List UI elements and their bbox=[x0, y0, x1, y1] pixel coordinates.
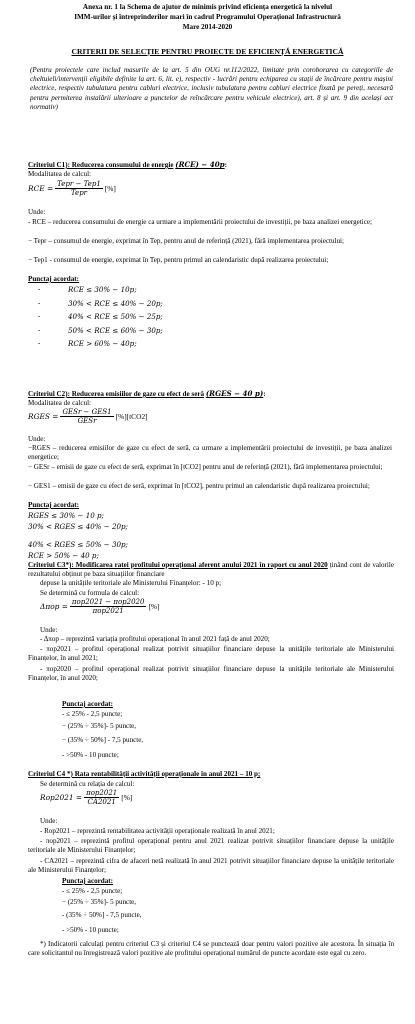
c4-method: Se determină cu relația de calcul: bbox=[40, 780, 135, 788]
score-item: - RCE > 60% − 40p; bbox=[38, 339, 137, 348]
intro-paragraph: (Pentru proiectele care includ masurile de la art. 5 din OUG nr.112/2022, limitate prin coroborarea cu categoriile de cheltuieli/intervenții eligibile definite la art. 6, lit. e), respectiv - lucrări pentru echiparea cu stații de încărcare pentru mașini electrice, respectiv tubulatura pentru cabluri electrice, inclusiv tubulatura pentru cabluri electrice fixată pe pereți, necesară pentru permiterea instalării ulterioare a punctelor de reîncărcare pentru vehicule electrice), art. 8 și art. 9 din același act normativ) bbox=[30, 66, 393, 111]
c2-title: Criteriul C2): Reducerea emisiilor de gaze cu efect de seră (RGES − 40 p): bbox=[28, 389, 266, 398]
c4-score-item: - ≤ 25% - 2,5 puncte; bbox=[62, 887, 123, 895]
c4-score-item: - (35% ÷ 50%] - 7,5 puncte, bbox=[62, 911, 142, 919]
c1-formula-unit: [%] bbox=[104, 184, 116, 193]
c2-unde: Unde: bbox=[28, 435, 46, 443]
c3-formula-unit: [%] bbox=[148, 602, 160, 611]
c3-title-text: Criteriul C3*): Modificarea ratei profitului operațional aferent anului 2021 în raport cu anul 2020 bbox=[28, 561, 328, 569]
c4-definition-rop: - Rop2021 – reprezintă rentabilitatea activității operaționale realizată în anul 2021; bbox=[40, 827, 275, 835]
c3-score-item: - >50% - 10 puncte; bbox=[62, 751, 119, 759]
c2-definition-rges: −RGES – reducerea emisiilor de gaze cu efect de seră, ca urmare a implementării proiectului de investiții, pe baza analizei energetice; bbox=[28, 444, 392, 461]
c2-title-math: (RGES − 40 p) bbox=[205, 389, 264, 398]
c2-score-item: RCE > 50% − 40 p; bbox=[28, 551, 99, 560]
c1-formula-fraction bbox=[55, 180, 103, 197]
c4-unde: Unde: bbox=[40, 817, 58, 825]
c1-title-math: (RCE) − 40p bbox=[175, 160, 225, 169]
c1-method: Modalitatea de calcul: bbox=[28, 170, 92, 178]
c3-title-tail: ținând cont de valorile rezultatului obținut pe baza situațiilor financiare bbox=[28, 561, 394, 578]
c1-unde: Unde: bbox=[28, 208, 46, 216]
c2-score-item: RGES ≤ 30% − 10 p; bbox=[28, 511, 104, 520]
annex-title-line-2: IMM-urilor și întreprinderilor mari în cadrul Programului Operațional Infrastructură bbox=[74, 13, 341, 21]
c3-title bbox=[28, 561, 394, 579]
footnote: *) Indicatorii calculați pentru criteriul C3 și criteriul C4 se punctează doar pentru valori pozitive ale acestora. În situația în care solicitantul nu înregistrează valori pozitive ale profitului operațional numărul de puncte acordate este egal cu zero. bbox=[28, 940, 394, 957]
score-item: - RCE ≤ 30% − 10p; bbox=[38, 285, 137, 294]
c2-definition-ges1: − GES1 – emisii de gaze cu efect de seră, exprimat în [tCO2], pentru primul an calendaristic după realizarea proiectului; bbox=[28, 482, 370, 490]
c4-formula-numerator: πop2021 bbox=[86, 789, 118, 797]
c2-score-item: 30% < RGES ≤ 40% − 20p; bbox=[28, 522, 128, 531]
c1-definition-tep1: − Tep1 - consumul de energie, exprimat în Tep, pentru primul an calendaristic după realizarea proiectului; bbox=[28, 256, 329, 264]
c3-formula-fraction bbox=[70, 598, 147, 615]
c1-formula-numerator: Tepr − Tep1 bbox=[57, 180, 101, 188]
c4-formula-unit: [%] bbox=[121, 793, 133, 802]
c2-formula-denominator: GESr bbox=[77, 417, 97, 425]
c2-score-title: Punctaj acordat: bbox=[28, 501, 80, 509]
c1-score-list bbox=[38, 285, 163, 353]
score-item: - 50% < RCE ≤ 60% − 30p; bbox=[38, 325, 163, 335]
c3-line-2: depuse la unitățile teritoriale ale Ministerului Finanțelor: - 10 p; bbox=[40, 579, 222, 587]
score-item: - 40% < RCE ≤ 50% − 25p; bbox=[38, 312, 163, 321]
c3-score-title: Punctaj acordat: bbox=[62, 700, 114, 708]
c4-score-title: Punctaj acordat: bbox=[62, 877, 114, 885]
c1-definition-tepr: − Tepr – consumul de energie, exprimat în Tep, pentru anul de referință (2021), fără implementarea proiectului; bbox=[28, 237, 345, 245]
annex-title-line-3: Mare 2014-2020 bbox=[182, 23, 233, 31]
c2-title-text: Criteriul C2): Reducerea emisiilor de gaze cu efect de seră bbox=[28, 390, 205, 398]
c4-formula-fraction bbox=[84, 789, 119, 806]
c1-title-text: Criteriul C1): Reducerea consumului de energie bbox=[28, 161, 174, 169]
criteria-heading: CRITERII DE SELECȚIE PENTRU PROIECTE DE EFICIENȚĂ ENERGETICĂ bbox=[71, 47, 344, 56]
c3-method: Se determină cu formula de calcul: bbox=[40, 589, 140, 597]
c4-title: Criteriul C4 *) Rata rentabilității activității operaționale în anul 2021 – 10 p; bbox=[28, 770, 261, 778]
c2-formula-fraction bbox=[60, 408, 113, 425]
c3-unde: Unde: bbox=[40, 626, 58, 634]
annex-title-line-1: Anexa nr. 1 la Schema de ajutor de minimis privind eficiența energetică la nivelul bbox=[82, 3, 333, 11]
c1-formula-denominator: Tepr bbox=[70, 189, 88, 197]
c4-score-item: - >50% - 10 puncte; bbox=[62, 926, 119, 934]
c1-formula bbox=[28, 180, 116, 197]
c3-formula-denominator: πop2021 bbox=[92, 607, 124, 615]
c1-formula-lhs: RCE = bbox=[28, 184, 54, 193]
c1-score-title: Punctaj acordat: bbox=[28, 275, 80, 283]
c2-formula-lhs: RGES = bbox=[28, 412, 59, 421]
c2-formula bbox=[28, 408, 148, 425]
c3-formula-numerator: πop2021 − πop2020 bbox=[71, 598, 145, 606]
score-item: - 30% < RCE ≤ 40% − 20p; bbox=[38, 298, 163, 308]
c4-formula-lhs: Rop2021 = bbox=[40, 793, 83, 802]
c4-score-item: − (25% ÷ 35%]- 5 puncte, bbox=[62, 898, 137, 906]
c2-definition-gesr: − GESr – emisii de gaze cu efect de seră, exprimat în [tCO2] pentru anul de referință (2021), fără implementarea proiectului; bbox=[28, 463, 383, 471]
c2-formula-numerator: GESr − GES1 bbox=[62, 408, 112, 416]
c2-method: Modalitatea de calcul: bbox=[28, 399, 92, 407]
c2-formula-unit: [%][tCO2] bbox=[115, 412, 148, 421]
c1-definition-rce: - RCE – reducerea consumului de energie ca urmare a implementării proiectului de investiții, pe baza analizei energetice; bbox=[28, 218, 373, 226]
c3-score-item: − (25% ÷ 35%]- 5 puncte, bbox=[62, 722, 137, 730]
c3-definition-op2021: - πop2021 – profitul operațional realizat potrivit situațiilor financiare depuse la unitățile teritoriale ale Ministerului Finanțelor, în anul 2021; bbox=[28, 645, 394, 662]
c4-definition-op2021: - πop2021 – reprezintă profitul operațional pentru anul 2021 realizat potrivit situațiilor financiare depuse la unitățile teritoriale ale Ministerului Finanțelor; bbox=[28, 837, 394, 854]
c3-score-item: - ≤ 25% - 2,5 puncte; bbox=[62, 710, 123, 718]
c3-definition-op2020: - πop2020 – profitul operațional realizat potrivit situațiilor financiare depuse la unitățile teritoriale ale Ministerului Finanțelor, în anul 2020; bbox=[28, 665, 394, 682]
c4-formula-denominator: CA2021 bbox=[87, 798, 116, 806]
c3-formula bbox=[40, 598, 160, 615]
c1-title: Criteriul C1): Reducerea consumului de energie (RCE) − 40p: bbox=[28, 160, 228, 169]
c4-formula bbox=[40, 789, 132, 806]
c3-formula-lhs: Δπop = bbox=[40, 602, 68, 611]
c4-definition-ca2021: - CA2021 – reprezintă cifra de afaceri netă realizată în anul 2021 potrivit situațiilor financiare depuse la unitățile teritoriale ale Ministerului Finanțelor; bbox=[28, 857, 394, 874]
c3-definition-delta: - Δπop – reprezintă variația profitului operațional în anul 2021 față de anul 2020; bbox=[40, 635, 270, 643]
c3-score-item: − (35% ÷ 50%] - 7,5 puncte, bbox=[62, 736, 144, 744]
c2-score-item: 40% < RGES ≤ 50% − 30p; bbox=[28, 540, 128, 549]
